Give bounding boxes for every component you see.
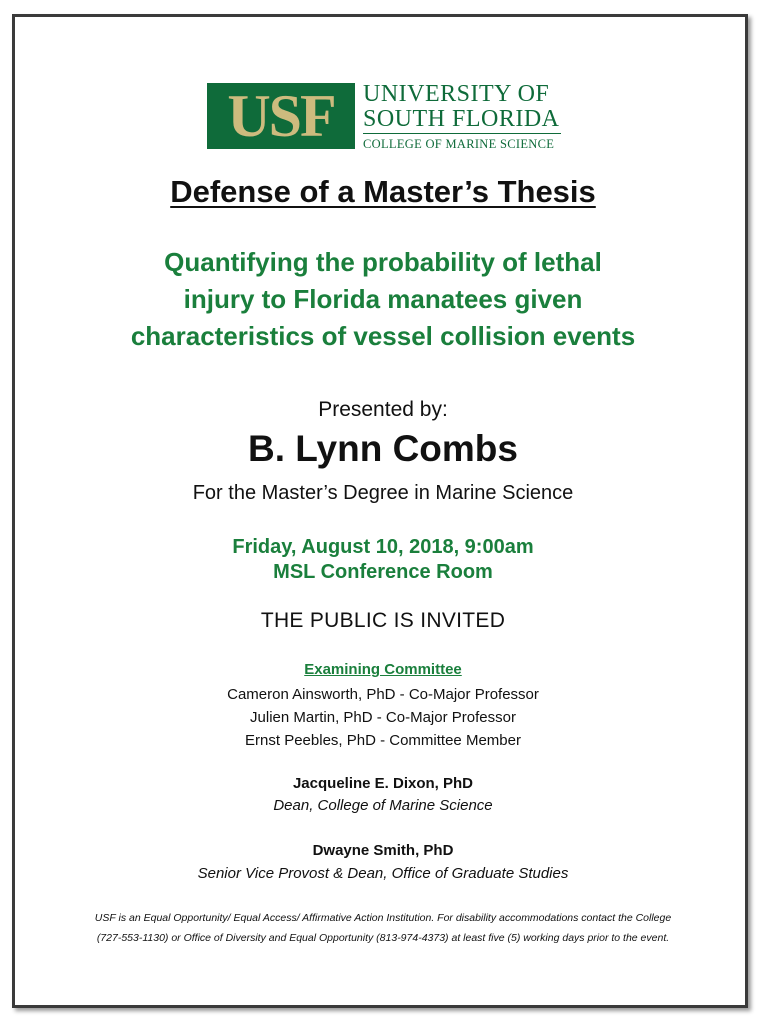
- public-notice: THE PUBLIC IS INVITED: [260, 609, 506, 632]
- degree-line: For the Master’s Degree in Marine Science: [192, 482, 574, 504]
- defense-heading: Defense of a Master’s Thesis: [170, 174, 596, 209]
- event-details: [0, 535, 766, 585]
- dean-name: Jacqueline E. Dixon, PhD: [292, 775, 474, 792]
- footer-line: USF is an Equal Opportunity/ Equal Access/ Affirmative Action Institution. For disability accommodations contact the College: [94, 912, 672, 924]
- logo-divider: [363, 133, 561, 134]
- committee-member: Cameron Ainsworth, PhD - Co-Major Professor: [227, 686, 539, 703]
- thesis-title-line: injury to Florida manatees given: [183, 284, 583, 314]
- provost-title: Senior Vice Provost & Dean, Office of Graduate Studies: [197, 865, 569, 882]
- logo-college-name: COLLEGE OF MARINE SCIENCE: [363, 137, 555, 151]
- presenter-name: B. Lynn Combs: [248, 428, 518, 469]
- committee-member: Julien Martin, PhD - Co-Major Professor: [250, 709, 516, 726]
- footer-line: (727-553-1130) or Office of Diversity and Equal Opportunity (813-974-4373) at least five (5) working days prior to the event.: [96, 932, 670, 944]
- committee-heading: Examining Committee: [304, 661, 462, 678]
- dean-title: Dean, College of Marine Science: [273, 797, 493, 814]
- thesis-title-line: Quantifying the probability of lethal: [164, 247, 602, 277]
- thesis-title-line: characteristics of vessel collision events: [130, 321, 636, 351]
- presented-by-label: Presented by:: [318, 398, 448, 421]
- provost-name: Dwayne Smith, PhD: [312, 842, 454, 859]
- eeo-footer: [0, 908, 766, 948]
- page-heading: [0, 174, 766, 210]
- committee-list: [0, 683, 766, 752]
- usf-logo-block: [207, 83, 355, 149]
- event-datetime: Friday, August 10, 2018, 9:00am: [232, 536, 534, 558]
- usf-logo: [207, 80, 567, 152]
- usf-logo-mark: USF: [227, 83, 335, 149]
- committee-member: Ernst Peebles, PhD - Committee Member: [245, 732, 521, 749]
- thesis-title: [0, 244, 766, 355]
- event-location: MSL Conference Room: [273, 561, 493, 583]
- logo-university-line1: UNIVERSITY OF: [363, 81, 550, 107]
- logo-university-line2: SOUTH FLORIDA: [363, 106, 560, 132]
